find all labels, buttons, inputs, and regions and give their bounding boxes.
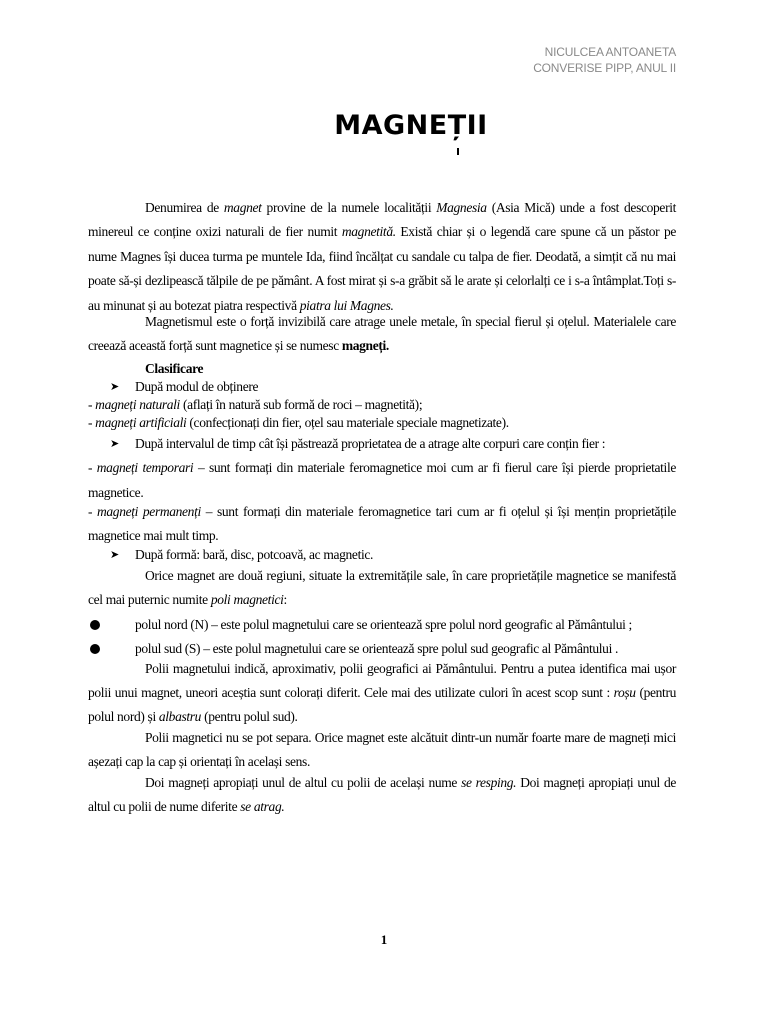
arrow-bullet-icon: ➤ xyxy=(110,437,119,450)
document-title: MAGNEȚII xyxy=(334,110,488,141)
page-header xyxy=(533,44,676,76)
paragraph-colors: Polii magnetului indică, aproximativ, polii geografici ai Pământului. Pentru a putea identifica mai ușor polii unui magnet, uneori aceștia sunt colorați diferit. Cele mai des utilizate culori în acest scop sunt : roșu (pentru polul nord) și albastru (pentru polul sud). xyxy=(88,660,676,725)
classification-item: ➤ După modul de obținere xyxy=(110,378,259,394)
arrow-bullet-icon: ➤ xyxy=(110,380,119,393)
classification-item: ➤ După formă: bară, disc, potcoavă, ac magnetic. xyxy=(110,546,374,562)
list-item: - magneți permanenți – sunt formați din materiale feromagnetice tari cum ar fi oțelul și își mențin proprietățile magnetice mai mult timp. xyxy=(88,504,676,544)
title-mark xyxy=(457,148,459,155)
list-item-south-pole: polul sud (S) – este polul magnetului care se orientează spre polul sud geografic al Pământului . xyxy=(88,637,676,661)
list-item: - magneți artificiali (confecționați din fier, oțel sau materiale speciale magnetizate). xyxy=(88,414,509,430)
classification-item: ➤ După intervalul de timp cât își păstrează proprietatea de a atrage alte corpuri care conțin fier : xyxy=(88,432,676,456)
paragraph-magnetism: Magnetismul este o forță invizibilă care atrage unele metale, în special fierul și oțelul. Materialele care creează această forță sunt magnetice și se numesc magneți. xyxy=(88,314,676,354)
bullet-dot-icon xyxy=(90,620,100,630)
paragraph-attraction: Doi magneți apropiați unul de altul cu polii de același nume se resping. Doi magneți apropiați unul de altul cu polii de nume diferite se atrag. xyxy=(88,774,676,814)
course-info: CONVERISE PIPP, ANUL II xyxy=(533,61,676,75)
paragraph-intro: Denumirea de magnet provine de la numele localității Magnesia (Asia Mică) unde a fost descoperit minereul ce conține oxizi naturali de fier numit magnetită. Există chiar și o legendă care spune că un păstor pe nume Magnes își ducea turma pe muntele Ida, fiind încălțat cu sandale cu talpa de fier. Deodată, a simțit că nu mai poate să-și dezlipească tălpile de pe pământ. A fost mirat și s-a grăbit să le arate și celorlalți ce i s-a întâmplat.Toți s-au minunat și au botezat piatra respectivă piatra lui Magnes. xyxy=(88,200,677,313)
section-heading-classification: Clasificare xyxy=(145,360,204,376)
list-item: - magneți naturali (aflați în natură sub formă de roci – magnetită); xyxy=(88,396,423,412)
paragraph-inseparable: Polii magnetici nu se pot separa. Orice magnet este alcătuit dintr-un număr foarte mare de magneți mici așezați cap la cap și orientați în același sens. xyxy=(88,729,676,770)
paragraph-poles: Orice magnet are două regiuni, situate la extremitățile sale, în care proprietățile magnetice se manifestă cel mai puternic numite poli magnetici: xyxy=(88,567,676,608)
bullet-dot-icon xyxy=(90,644,100,654)
list-item-north-pole: polul nord (N) – este polul magnetului care se orientează spre polul nord geografic al Pământului ; xyxy=(88,613,676,637)
document-body xyxy=(88,196,676,819)
list-item: - magneți temporari – sunt formați din materiale feromagnetice moi cum ar fi fierul care își pierde proprietatile magnetice. xyxy=(88,460,676,500)
page-number: 1 xyxy=(380,932,388,947)
arrow-bullet-icon: ➤ xyxy=(110,548,119,561)
author-name: NICULCEA ANTOANETA xyxy=(544,45,676,59)
